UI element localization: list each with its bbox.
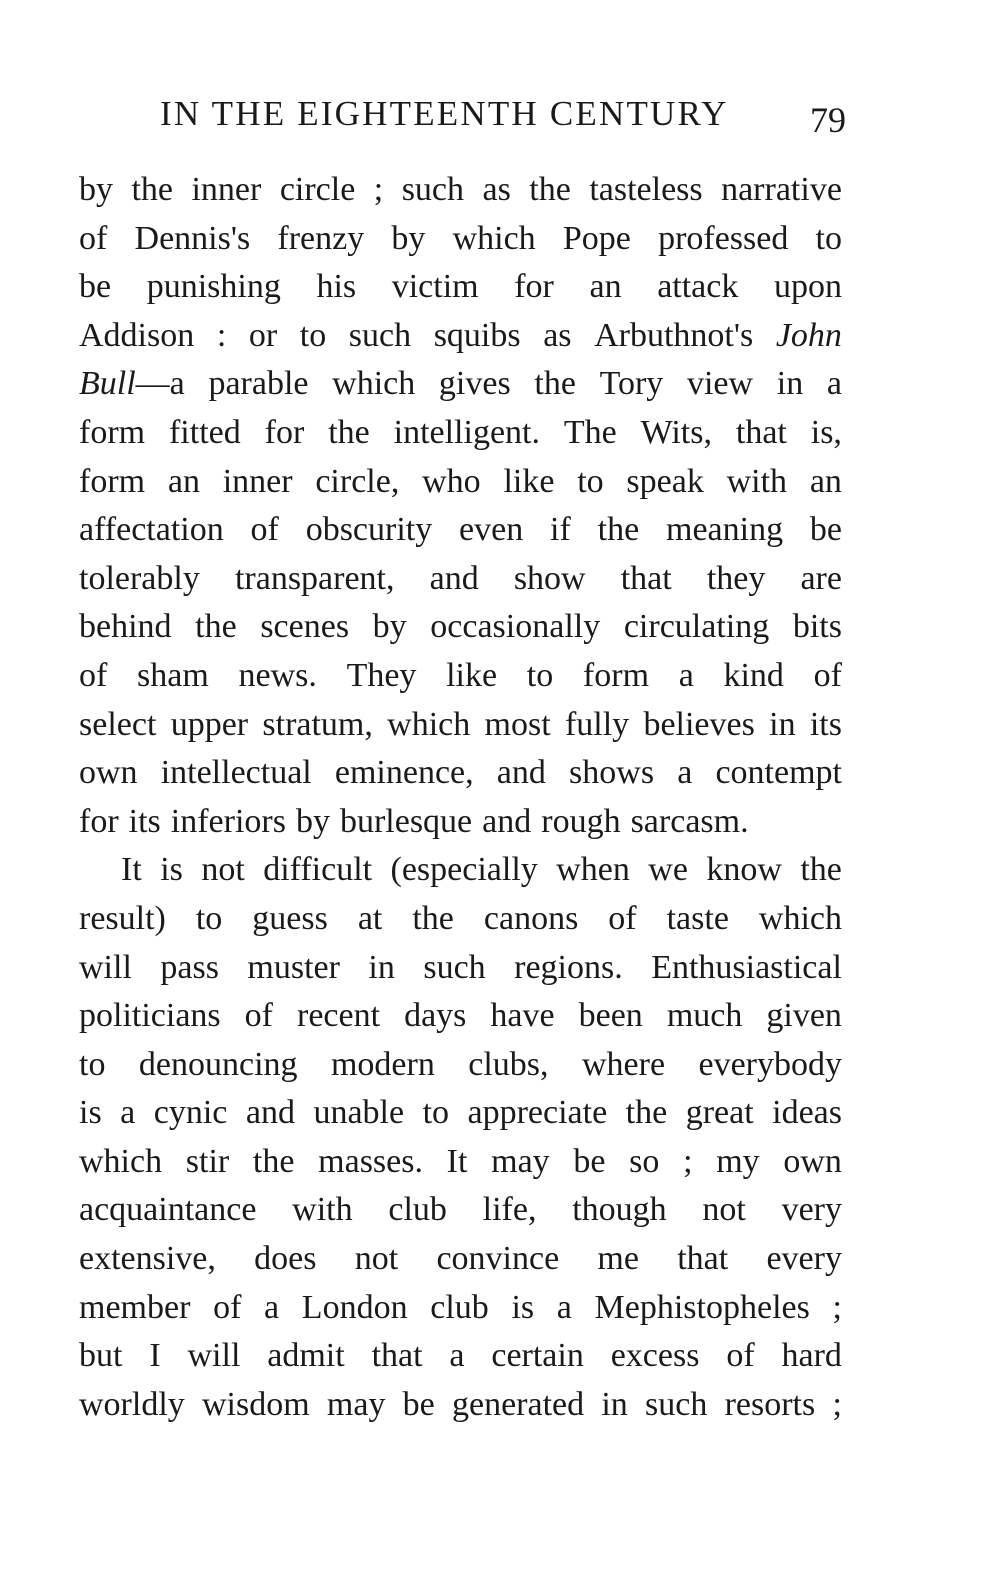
word: The (563, 413, 617, 451)
word: by (391, 219, 426, 257)
word: even (459, 511, 524, 549)
word: the (534, 365, 576, 403)
word: stir (185, 1142, 230, 1180)
word: is (511, 1288, 535, 1326)
word: meaning (666, 511, 784, 549)
word: in (776, 365, 804, 403)
word: that (677, 1240, 729, 1278)
word: in (368, 948, 395, 986)
word: such (423, 948, 486, 986)
word: intellectual (160, 754, 312, 792)
word: form (79, 462, 146, 500)
word: result) (79, 899, 166, 937)
word: eminence, (334, 754, 474, 792)
running-head: IN THE EIGHTEENTH CENTURY (160, 94, 729, 133)
word: narrative (721, 171, 842, 208)
word: the (195, 608, 237, 646)
word: a (826, 365, 842, 403)
word: victim (391, 268, 479, 306)
word: life, (482, 1191, 537, 1229)
word: a (264, 1288, 280, 1326)
text-line (79, 555, 842, 604)
page-header (160, 96, 850, 152)
word: regions. (514, 948, 623, 986)
word: hard (781, 1337, 842, 1375)
word: (especially (390, 851, 538, 889)
text-line (79, 1186, 842, 1235)
word: is (79, 1094, 102, 1132)
word: convince (436, 1240, 560, 1278)
word: masses. (318, 1142, 423, 1180)
word: ideas (772, 1094, 842, 1132)
text-line (79, 1235, 842, 1284)
word: the (529, 171, 571, 208)
word: have (490, 997, 555, 1035)
body-text (79, 166, 842, 1429)
text-line (79, 1138, 842, 1187)
text-line (79, 701, 842, 750)
word: to (526, 656, 554, 694)
word: taste (666, 899, 729, 937)
word: difficult (263, 851, 373, 889)
text-line (79, 603, 842, 652)
word: pass (160, 948, 219, 986)
word: be (79, 268, 112, 306)
word: that (735, 413, 787, 451)
word: be (573, 1142, 606, 1180)
text-line (79, 458, 842, 507)
text-line (79, 1089, 842, 1138)
word: which (332, 365, 416, 403)
word: every (766, 1240, 842, 1278)
word: Mephistopheles (594, 1288, 810, 1326)
word: attack (657, 268, 739, 306)
word: an (809, 462, 842, 500)
word: to (422, 1094, 450, 1132)
text-line (79, 1041, 842, 1090)
word: which (387, 705, 471, 743)
text-line (79, 409, 842, 458)
word: club (430, 1288, 489, 1326)
page-number: 79 (810, 100, 846, 140)
word: circle, (315, 462, 400, 500)
word: to (815, 219, 842, 257)
word: recent (297, 997, 381, 1035)
word: Wits, (640, 413, 712, 451)
word: of (250, 511, 279, 549)
word: at (357, 899, 383, 937)
word: a (556, 1288, 572, 1326)
word: such (401, 171, 465, 208)
word: and (482, 802, 532, 840)
word: show (513, 559, 586, 597)
word: the (800, 851, 842, 889)
word: been (578, 997, 643, 1035)
word: certain (491, 1337, 584, 1375)
word: who (422, 462, 481, 500)
word: and (496, 754, 546, 792)
word: of (244, 997, 273, 1035)
word: like (503, 462, 555, 500)
word: own (79, 754, 138, 792)
word: speak (626, 462, 704, 500)
word: to (299, 316, 327, 354)
word: cynic (153, 1094, 228, 1132)
word: when (556, 851, 630, 889)
word: intelligent. (393, 413, 540, 451)
word: kind (723, 656, 784, 694)
word: Addison (79, 316, 195, 354)
word: tasteless (589, 171, 703, 208)
word: own (783, 1142, 842, 1180)
word: unable (313, 1094, 405, 1132)
word: upon (773, 268, 842, 306)
text-line (79, 895, 842, 944)
word: form (79, 413, 146, 451)
word: as (482, 171, 511, 208)
word: such (348, 316, 412, 354)
word: generated (451, 1385, 585, 1423)
word: like (446, 656, 498, 694)
word: appreciate (467, 1094, 608, 1132)
word: for (514, 268, 554, 306)
word: of (79, 656, 108, 694)
word: everybody (698, 1045, 842, 1083)
word: behind (79, 608, 172, 646)
word: denouncing (138, 1045, 298, 1083)
word: an (167, 462, 200, 500)
word: form (582, 656, 650, 694)
text-line (79, 166, 842, 215)
word: scenes (260, 608, 350, 646)
word: the (625, 1094, 668, 1132)
word: much (666, 997, 743, 1035)
word: Tory (599, 365, 664, 403)
word: shows (569, 754, 655, 792)
word: know (706, 851, 782, 889)
word: ; (683, 1142, 693, 1180)
word: burlesque (339, 802, 473, 840)
word: which (452, 219, 536, 257)
word: the (597, 511, 640, 549)
word: member (79, 1288, 191, 1326)
word: in (769, 705, 796, 743)
word: to (195, 899, 223, 937)
word: stratum, (262, 705, 373, 743)
word: for (264, 413, 305, 451)
word: frenzy (277, 219, 365, 257)
word: to (577, 462, 604, 500)
word: is (160, 851, 183, 889)
word: be (402, 1385, 435, 1423)
word: which (79, 1142, 163, 1180)
word: most (484, 705, 551, 743)
text-line (79, 1381, 842, 1430)
word: the (252, 1142, 295, 1180)
word: wisdom (202, 1385, 310, 1423)
word: of (813, 656, 842, 694)
word: is, (810, 413, 842, 451)
word: They (346, 656, 417, 694)
word: clubs, (468, 1045, 549, 1083)
word: admit (267, 1337, 345, 1375)
text-line (79, 652, 842, 701)
word: by (295, 802, 330, 840)
word: a (120, 1094, 136, 1132)
word: parable (208, 365, 309, 403)
word: sarcasm. (630, 802, 749, 840)
word: and (245, 1094, 295, 1132)
word: select (79, 705, 157, 743)
word: Enthusiastical (651, 948, 842, 986)
word: a (449, 1337, 465, 1375)
word: the (328, 413, 370, 451)
text-line (79, 992, 842, 1041)
word: not (201, 851, 245, 889)
word: tolerably (79, 559, 200, 597)
word: squibs (433, 316, 521, 354)
word: Pope (562, 219, 631, 257)
word: days (404, 997, 467, 1035)
word: occasionally (430, 608, 601, 646)
word: affectation (79, 511, 224, 549)
text-line (79, 506, 842, 555)
word: in (601, 1385, 628, 1423)
text-line (79, 1284, 842, 1333)
text-line (79, 312, 842, 361)
word: we (648, 851, 688, 889)
word: I (149, 1337, 161, 1375)
word: news. (238, 656, 317, 694)
word: a (677, 754, 693, 792)
word: fitted (168, 413, 241, 451)
word: muster (247, 948, 340, 986)
word: Bull—a (79, 365, 185, 403)
word: circle (279, 171, 356, 208)
word: that (620, 559, 672, 597)
word: given (766, 997, 842, 1035)
word: to (79, 1045, 106, 1083)
word: of (726, 1337, 755, 1375)
word: or (248, 316, 278, 354)
word: very (781, 1191, 842, 1229)
word: of (213, 1288, 242, 1326)
word: extensive, (79, 1240, 216, 1278)
word: transparent, (234, 559, 395, 597)
word: will (79, 948, 132, 986)
text-line (79, 749, 842, 798)
word: my (716, 1142, 760, 1180)
word: ; (832, 1288, 842, 1326)
word: his (316, 268, 357, 306)
word: of (608, 899, 637, 937)
word: the (412, 899, 454, 937)
text-line (79, 798, 842, 847)
word: will (187, 1337, 241, 1375)
word: not (354, 1240, 399, 1278)
word: John (775, 316, 842, 354)
word: they (706, 559, 766, 597)
word: be (809, 511, 842, 549)
word: may (491, 1142, 550, 1180)
word: politicians (79, 997, 221, 1035)
word: canons (483, 899, 579, 937)
text-line (79, 360, 842, 409)
word: but (79, 1337, 123, 1375)
word: the (131, 171, 174, 208)
word: obscurity (305, 511, 433, 549)
word: acquaintance (79, 1191, 257, 1229)
word: for (79, 802, 119, 840)
word: its (809, 705, 842, 743)
word: where (581, 1045, 666, 1083)
word: great (685, 1094, 754, 1132)
word: with (726, 462, 788, 500)
word: club (388, 1191, 447, 1229)
word: bits (792, 608, 842, 646)
word: are (800, 559, 842, 597)
word: as (543, 316, 572, 354)
word: so (629, 1142, 660, 1180)
text-line (79, 846, 842, 895)
word: sham (137, 656, 209, 694)
word: ; (832, 1385, 842, 1423)
word: a (678, 656, 694, 694)
word: by (372, 608, 407, 646)
word: circulating (623, 608, 770, 646)
word: that (371, 1337, 423, 1375)
word: of (79, 219, 108, 257)
word: It (121, 851, 142, 889)
word: such (645, 1385, 708, 1423)
word: Dennis's (134, 219, 251, 257)
word: an (589, 268, 622, 306)
word: Arbuthnot's (594, 316, 754, 354)
word: with (292, 1191, 353, 1229)
text-line (79, 944, 842, 993)
word: guess (252, 899, 328, 937)
word: by (79, 171, 113, 208)
word: its (128, 802, 161, 840)
word: though (572, 1191, 667, 1229)
word: modern (330, 1045, 435, 1083)
word: It (446, 1142, 468, 1180)
word: contempt (715, 754, 842, 792)
word: rough (541, 802, 621, 840)
text-line (79, 263, 842, 312)
word: upper (170, 705, 249, 743)
word: fully (564, 705, 630, 743)
word: may (326, 1385, 386, 1423)
word: resorts (724, 1385, 816, 1423)
text-line (79, 1332, 842, 1381)
word: me (597, 1240, 639, 1278)
word: does (254, 1240, 317, 1278)
word: ; (373, 171, 384, 208)
word: inner (191, 171, 262, 208)
word: inferiors (170, 802, 286, 840)
word: which (758, 899, 842, 937)
word: excess (610, 1337, 700, 1375)
word: view (686, 365, 754, 403)
text-line (79, 215, 842, 264)
word: and (429, 559, 479, 597)
word: punishing (146, 268, 281, 306)
word: gives (438, 365, 511, 403)
word: if (550, 511, 571, 549)
word: believes (643, 705, 755, 743)
word: London (301, 1288, 408, 1326)
word: worldly (79, 1385, 185, 1423)
word: : (216, 316, 227, 354)
word: professed (658, 219, 789, 257)
word: inner (222, 462, 293, 500)
word: not (702, 1191, 746, 1229)
